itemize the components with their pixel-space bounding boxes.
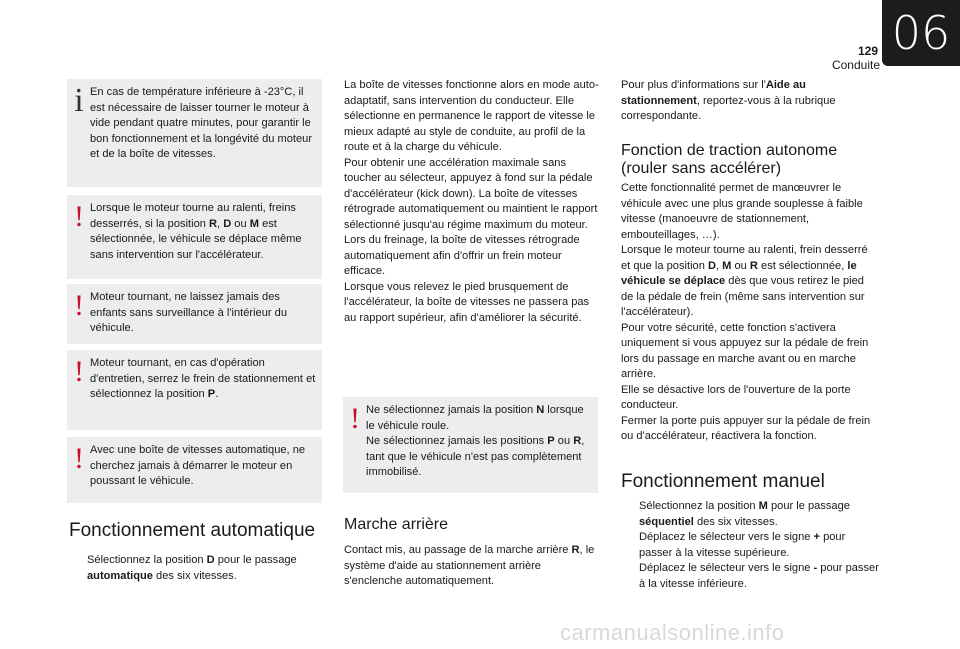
paragraph: Lorsque le moteur tourne au ralenti, frein desserré et que la position D, M ou R est sélectionnée, le véhicule se déplace dès que vous retirez le pied de la pédale de frein (même sans intervention sur l'accélérateur). xyxy=(621,244,868,318)
list-item: Sélectionnez la position M pour le passage séquentiel des six vitesses. xyxy=(639,500,850,528)
heading-manual: Fonctionnement manuel xyxy=(621,471,825,492)
manual-bullets xyxy=(621,499,879,592)
heading-automatic: Fonctionnement automatique xyxy=(69,520,316,541)
warning-note-children xyxy=(67,284,322,344)
traction-body xyxy=(621,181,879,445)
paragraph: Cette fonctionnalité permet de manœuvrer le véhicule avec une plus grande souplesse à faible vitesse (manoeuvre de stationnement, embouteillages, …). xyxy=(621,182,863,241)
page-number: 129 xyxy=(857,44,878,58)
note-text: Avec une boîte de vitesses automatique, ne cherchez jamais à démarrer le moteur en poussant le véhicule. xyxy=(90,444,306,488)
paragraph: Fermer la porte puis appuyer sur la pédale de frein ou d'accélérateur, réactivera la fonction. xyxy=(621,414,871,442)
info-note-temperature xyxy=(67,79,322,187)
bullet-automatic: Sélectionnez la position D pour le passage automatique des six vitesses. xyxy=(87,554,297,582)
paragraph: Elle se désactive lors de l'ouverture de la porte conducteur. xyxy=(621,383,851,411)
warning-icon: ! xyxy=(74,442,84,475)
reverse-text: Contact mis, au passage de la marche arrière R, le système d'aide au stationnement arrière s'enclenche automatiquement. xyxy=(344,544,595,587)
list-item: Déplacez le sélecteur vers le signe + pour passer à la vitesse supérieure. xyxy=(639,531,846,559)
section-name: Conduite xyxy=(831,58,880,72)
warning-icon: ! xyxy=(74,289,84,322)
note-text: En cas de température inférieure à -23°C, il est nécessaire de laisser tourner le moteur à vide pendant quatre minutes, pour garantir le bon fonctionnement et la longévité du moteur et de la boîte de vitesses. xyxy=(90,86,313,161)
note-text: Lorsque le moteur tourne au ralenti, freins desserrés, si la position R, D ou M est sélectionnée, le véhicule se déplace même sans intervention sur l'accélérateur. xyxy=(90,202,302,261)
paragraph: Pour votre sécurité, cette fonction s'activera uniquement si vous appuyez sur la pédale de frein lors du passage en marche avant ou en marche arrière. xyxy=(621,321,869,380)
heading-autonomous-traction: Fonction de traction autonome (rouler sans accélérer) xyxy=(621,142,838,177)
heading-reverse: Marche arrière xyxy=(344,516,449,533)
warning-note-maintenance xyxy=(67,350,322,430)
warning-icon: ! xyxy=(74,355,84,388)
warning-note-neutral xyxy=(343,397,598,493)
warning-note-creep xyxy=(67,195,322,279)
paragraph: La boîte de vitesses fonctionne alors en mode auto-adaptatif, sans intervention du conducteur. Elle sélectionne en permanence le rapport de vitesse le mieux adapté au style de conduite, au profil de la route et à la charge du véhicule. xyxy=(344,79,599,153)
watermark: carmanualsonline.info xyxy=(560,620,785,645)
list-item: Déplacez le sélecteur vers le signe - pour passer à la vitesse inférieure. xyxy=(639,562,879,590)
middle-body xyxy=(344,78,599,326)
chapter-number-tab: 06 xyxy=(882,0,960,66)
warning-icon: ! xyxy=(74,200,84,233)
parking-aid-reference: Pour plus d'informations sur l'Aide au stationnement, reportez-vous à la rubrique correspondante. xyxy=(621,79,836,122)
warning-note-push-start xyxy=(67,437,322,503)
note-text: Moteur tournant, en cas d'opération d'entretien, serrez le frein de stationnement et sélectionnez la position P. xyxy=(90,357,316,401)
warning-icon: ! xyxy=(350,402,360,435)
paragraph: Pour obtenir une accélération maximale sans toucher au sélecteur, appuyez à fond sur la pédale d'accélérateur (kick down). La boîte de vitesses rétrograde automatiquement ou maintient le rapport sélectionné jusqu'au régime maximum du moteur. xyxy=(344,156,598,231)
paragraph: Lors du freinage, la boîte de vitesses rétrograde automatiquement afin d'offrir un frein moteur efficace. xyxy=(344,234,580,277)
paragraph: Lorsque vous relevez le pied brusquement de l'accélérateur, la boîte de vitesses ne passera pas au rapport supérieur, afin d'améliorer la sécurité. xyxy=(344,280,590,324)
info-icon: i xyxy=(74,82,84,119)
note-text: Ne sélectionnez jamais la position N lorsque le véhicule roule. Ne sélectionnez jamais les positions P ou R, tant que le véhicule n'est pas complètement immobilisé. xyxy=(366,404,585,479)
note-text: Moteur tournant, ne laissez jamais des enfants sans surveillance à l'intérieur du véhicule. xyxy=(90,291,287,335)
